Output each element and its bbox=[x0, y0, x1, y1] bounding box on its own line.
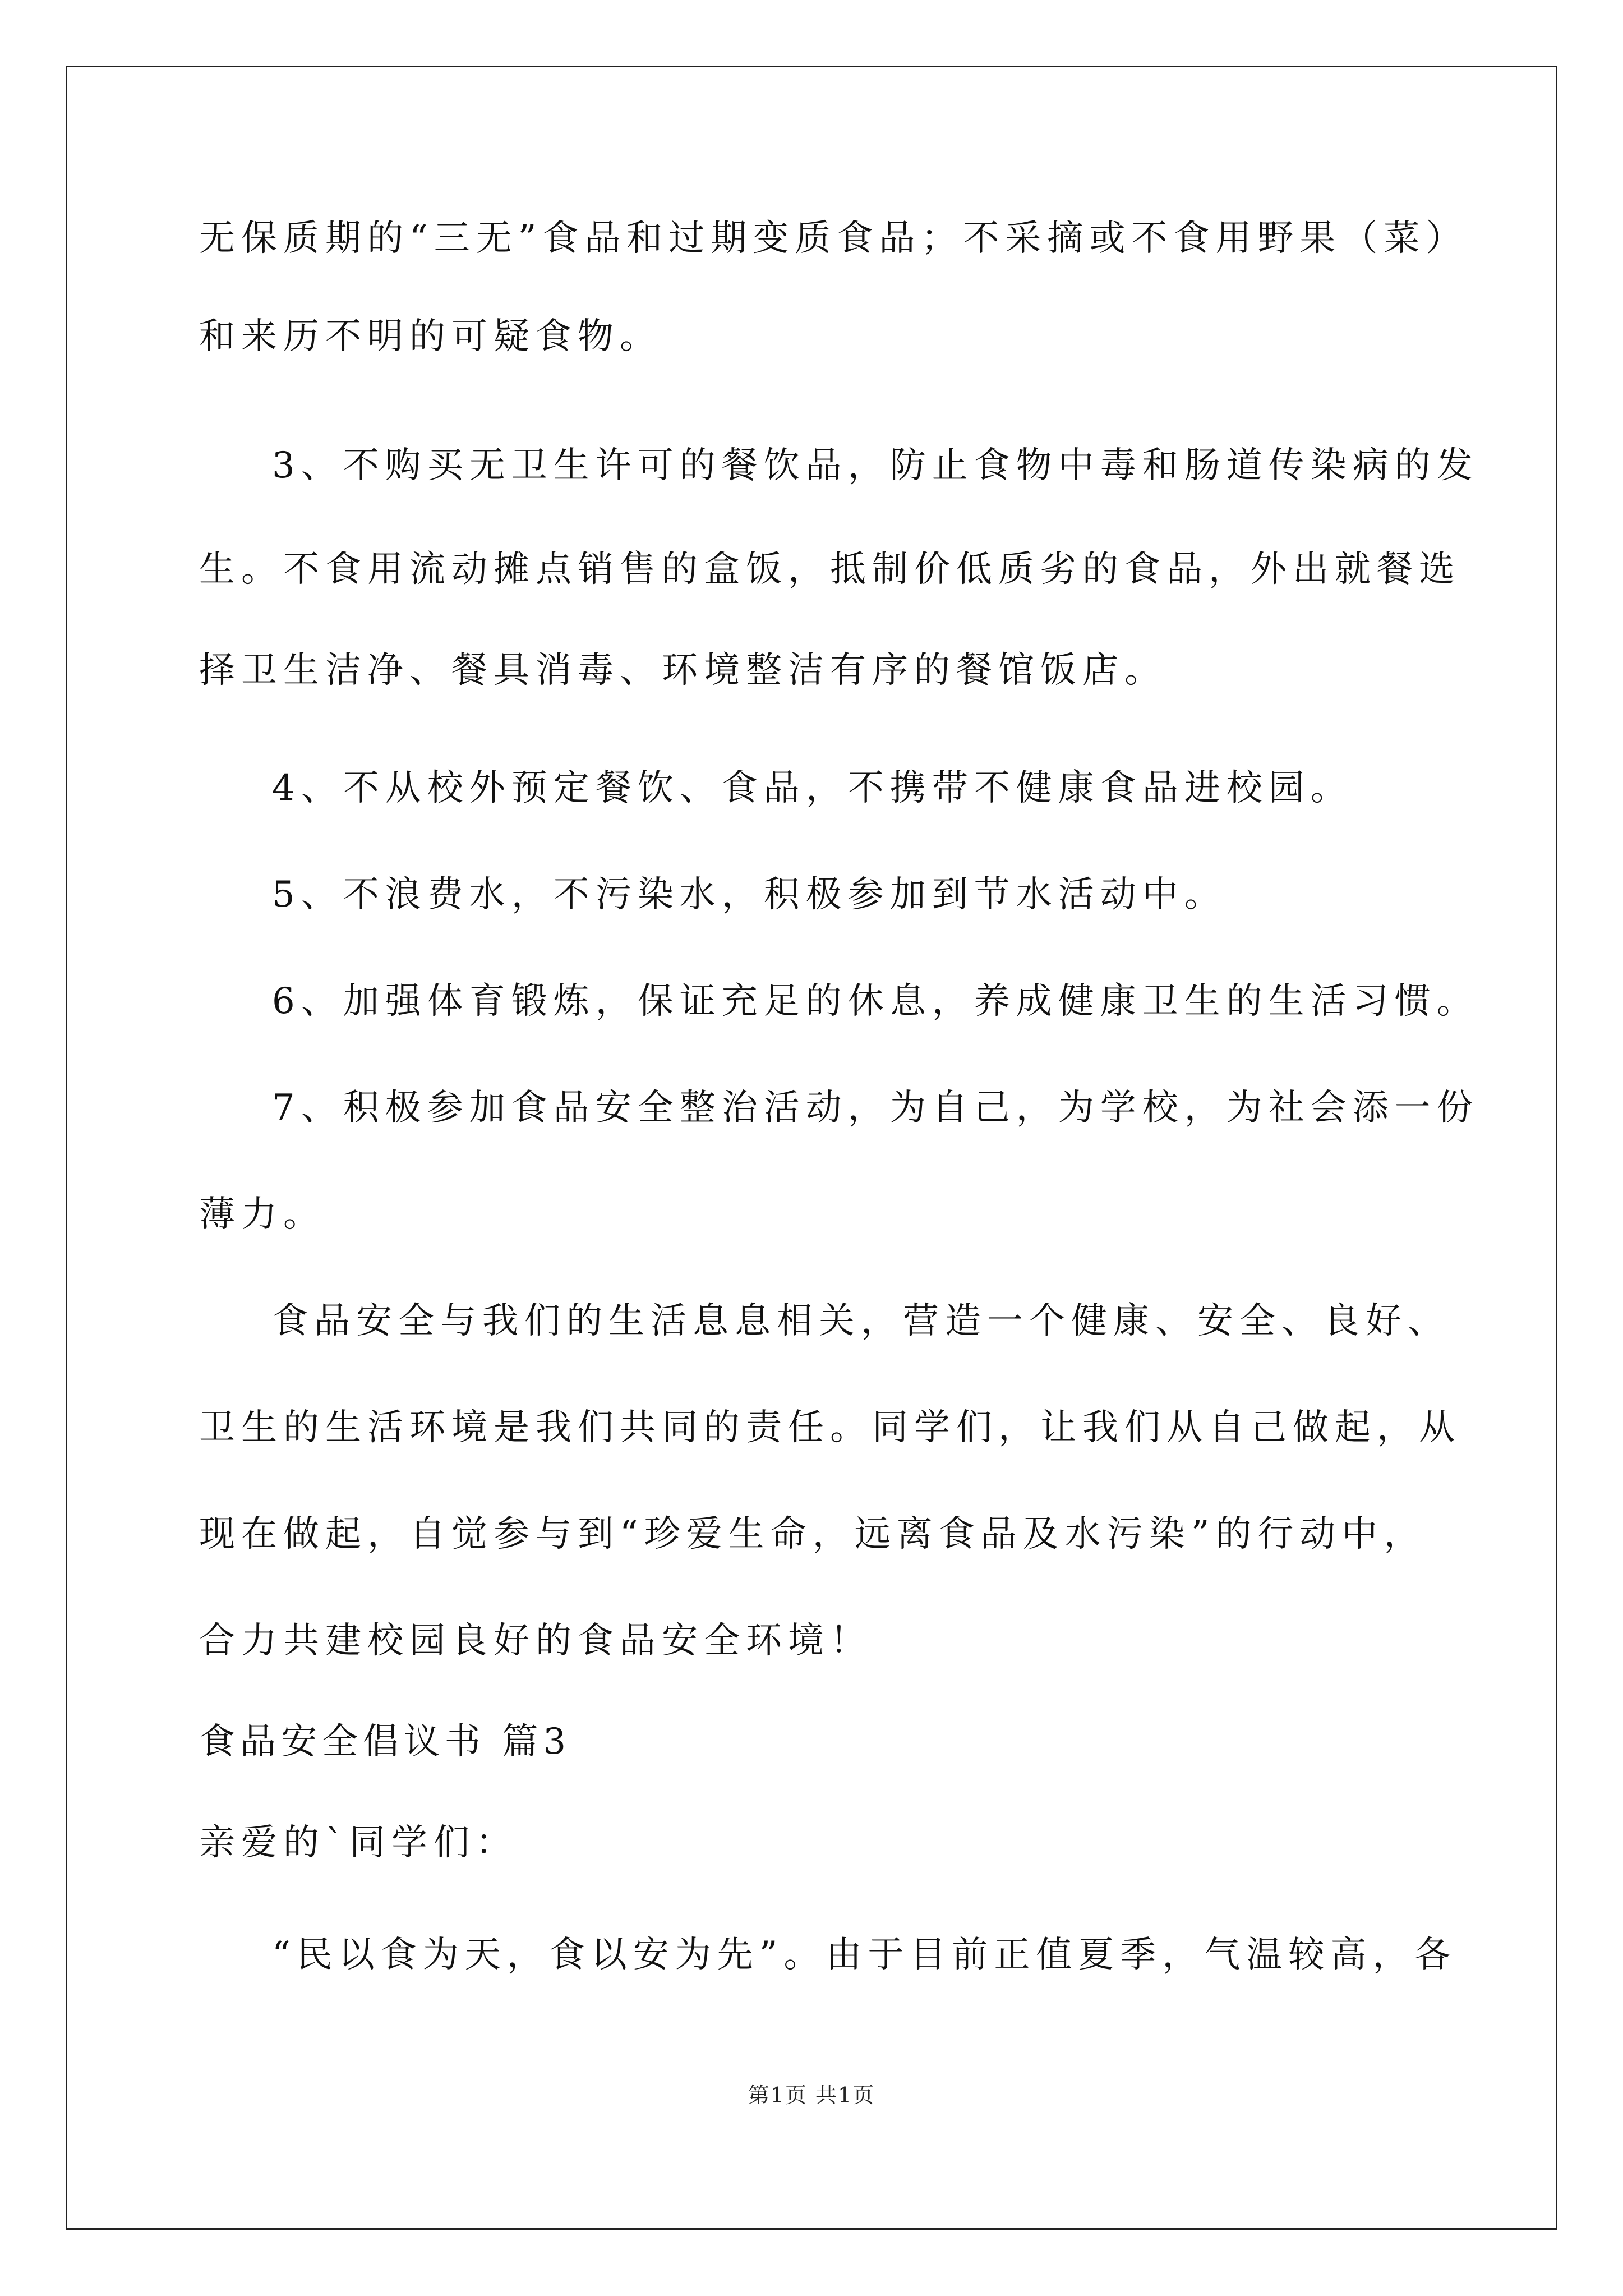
paragraph-line: 无保质期的“三无”食品和过期变质食品；不采摘或不食用野果（菜） bbox=[199, 218, 1468, 259]
list-item: 5、不浪费水，不污染水，积极参加到节水活动中。 bbox=[272, 874, 1227, 915]
section-heading: 食品安全倡议书 篇3 bbox=[199, 1721, 571, 1763]
page-border bbox=[66, 66, 1557, 2230]
list-item: 6、加强体育锻炼，保证充足的休息，养成健康卫生的生活习惯。 bbox=[272, 981, 1479, 1022]
list-item: 7、积极参加食品安全整治活动，为自己，为学校，为社会添一份 bbox=[272, 1087, 1479, 1129]
paragraph-line: 食品安全与我们的生活息息相关，营造一个健康、安全、良好、 bbox=[272, 1300, 1450, 1342]
paragraph-line: 合力共建校园良好的食品安全环境！ bbox=[199, 1620, 872, 1662]
paragraph-line: 卫生的生活环境是我们共同的责任。同学们，让我们从自己做起，从 bbox=[199, 1407, 1461, 1448]
paragraph-line: 择卫生洁净、餐具消毒、环境整洁有序的餐馆饭店。 bbox=[199, 650, 1166, 691]
paragraph-line: “民以食为天，食以安为先”。由于目前正值夏季，气温较高，各 bbox=[272, 1934, 1457, 1976]
paragraph-line: 薄力。 bbox=[199, 1194, 325, 1235]
list-item: 4、不从校外预定餐饮、食品，不携带不健康食品进校园。 bbox=[272, 767, 1353, 809]
paragraph-line: 生。不食用流动摊点销售的盒饭，抵制价低质劣的食品，外出就餐选 bbox=[199, 549, 1461, 590]
salutation: 亲爱的`同学们： bbox=[199, 1822, 518, 1864]
paragraph-line: 3、不购买无卫生许可的餐饮品，防止食物中毒和肠道传染病的发 bbox=[272, 445, 1479, 486]
page-footer: 第1页 共1页 bbox=[748, 2083, 875, 2108]
paragraph-line: 现在做起，自觉参与到“珍爱生命，远离食品及水污染”的行动中， bbox=[199, 1513, 1426, 1555]
paragraph-line: 和来历不明的可疑食物。 bbox=[199, 316, 662, 357]
